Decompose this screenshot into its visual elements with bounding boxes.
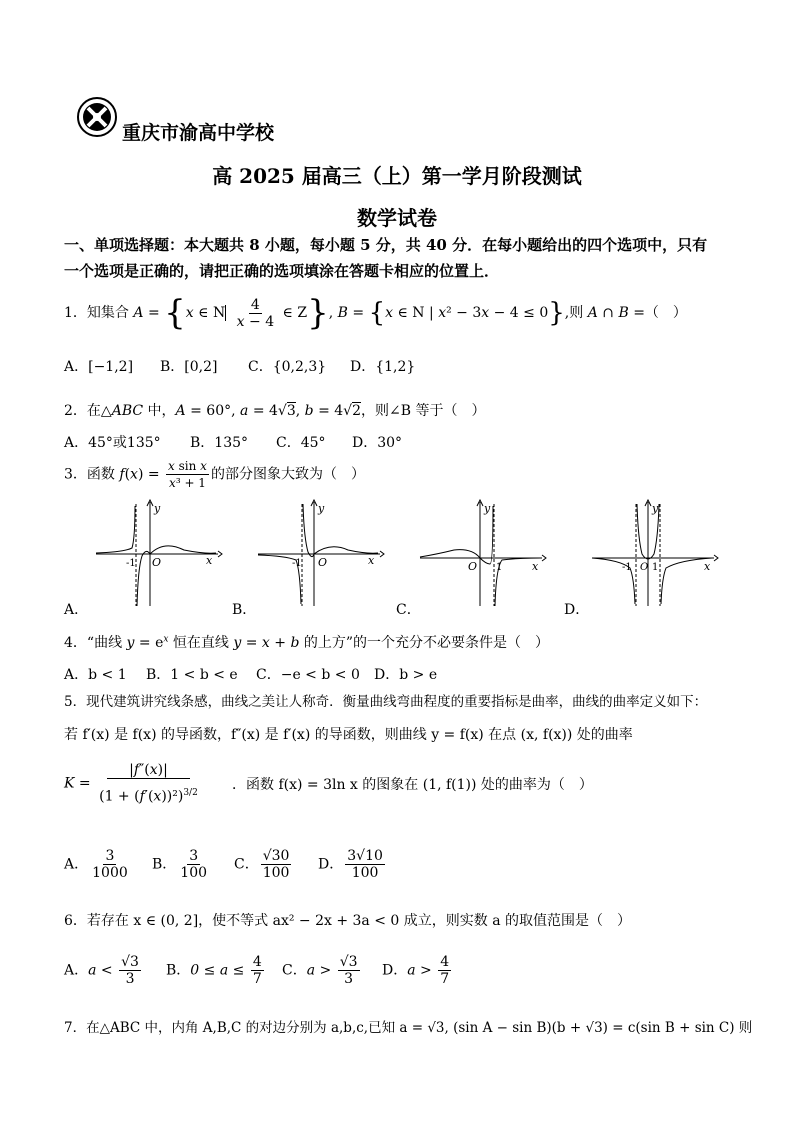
question-5-line3: ．函数 f(x) = 3ln x 的图象在 (1, f(1)) 处的曲率为（ ） [232,777,593,793]
graph-a [94,498,224,610]
q5-option-a: A． $\frac{3}{1000}$ [64,848,128,881]
svg-text:y: y [652,502,659,515]
q1-option-c: C．{0,2,3} [248,359,327,375]
subject-title: 数学试卷 [357,206,437,230]
graph-b-label: B． [232,602,257,618]
q5-option-b: B． $\frac{3}{100}$ [152,848,208,881]
question-5-line2: 若 f′(x) 是 f(x) 的导函数，f″(x) 是 f′(x) 的导函数，则曲线 y = f(x) 在点 (x, f(x)) 处的曲率 [64,727,633,743]
svg-text:x: x [368,554,375,567]
curvature-formula: K = $\frac{|f''(x)|}{(1 + (f'(x))^2)^{3/2}}$ [64,762,198,805]
svg-text:O: O [640,562,649,573]
svg-text:1: 1 [496,562,503,573]
svg-text:-1: -1 [622,562,632,573]
question-1: 1．知集合 A = {x ∈ N $\frac{4}{x - 4}$ ∈ Z}, B = {x ∈ N | x² − 3x − 4 ≤ 0},则 A ∩ B =（ ） [64,293,687,333]
svg-text:O: O [152,556,162,569]
q5-option-c: C． $\frac{√30}{100}$ [234,848,290,881]
q4-option-c: C．−e < b < 0 [256,667,360,683]
graph-a-label: A． [64,602,89,618]
question-2: 2．在△ABC 中，A = 60°, a = 4√3, b = 4√2，则∠B 等于（ ） [64,403,486,419]
svg-text:x: x [704,560,711,573]
svg-text:O: O [318,556,328,569]
section-heading-line2: 一个选项是正确的，请把正确的选项填涂在答题卡相应的位置上． [64,262,500,280]
q6-option-d: D．a > $\frac{4}{7}$ [382,954,450,987]
q4-option-a: A．b < 1 [64,667,127,683]
q5-option-d: D． $\frac{3√10}{100}$ [318,848,383,881]
q2-option-d: D．30° [352,435,403,451]
q1-option-b: B．[0,2] [160,359,218,375]
school-name: 重庆市渝高中学校 [122,122,275,144]
graph-c-label: C． [396,602,421,618]
q4-option-b: B．1 < b < e [146,667,238,683]
q6-option-c: C．a > $\frac{√3}{3}$ [282,954,358,987]
q6-option-b: B．0 ≤ a ≤ $\frac{4}{7}$ [166,954,262,987]
exam-title: 高 2025 届高三（上）第一学月阶段测试 [212,164,582,188]
question-4: 4．“曲线 $y = e^x$ 恒在直线 y = x + b 的上方”的一个充分不必要条件是（ ） [64,634,550,651]
q6-option-a: A．a < $\frac{√3}{3}$ [64,954,139,987]
svg-text:x: x [532,560,539,573]
section-heading-line1: 一、单项选择题：本大题共 8 小题，每小题 5 分，共 40 分．在每小题给出的四个选项中，只有 [64,236,708,254]
svg-text:O: O [468,560,478,573]
q2-option-b: B．135° [190,435,249,451]
svg-text:x: x [206,554,213,567]
svg-text:y: y [154,502,161,515]
graph-d [590,498,720,610]
school-logo [76,96,118,138]
question-3: 3．函数 f(x) = $\frac{\text{x sin x}}{\text{x³ + 1}}$ 的部分图象大致为（ ） [64,459,365,490]
svg-text:1: 1 [652,562,659,573]
q4-option-d: D．b > e [374,667,438,683]
question-6: 6．若存在 x ∈ (0, 2]，使不等式 ax² − 2x + 3a < 0 成立，则实数 a 的取值范围是（ ） [64,913,632,929]
svg-text:-1: -1 [292,558,302,569]
q1-option-d: D．{1,2} [350,359,416,375]
graph-b [256,498,386,610]
svg-text:-1: -1 [126,558,136,569]
q1-option-a: A．[−1,2] [64,359,134,375]
q2-option-c: C．45° [276,435,326,451]
q2-option-a: A．45°或135° [64,435,161,451]
question-7: 7．在△ABC 中，内角 A,B,C 的对边分别为 a,b,c,已知 a = √3, (sin A − sin B)(b + √3) = c(sin B + sin C) 则 [64,1020,753,1036]
question-5-line1: 5．现代建筑讲究线条感，曲线之美让人称奇．衡量曲线弯曲程度的重要指标是曲率，曲线的曲率定义如下： [64,694,708,710]
svg-text:y: y [318,502,325,515]
graph-c [418,498,548,610]
graph-d-label: D． [564,602,590,618]
svg-text:y: y [484,502,491,515]
